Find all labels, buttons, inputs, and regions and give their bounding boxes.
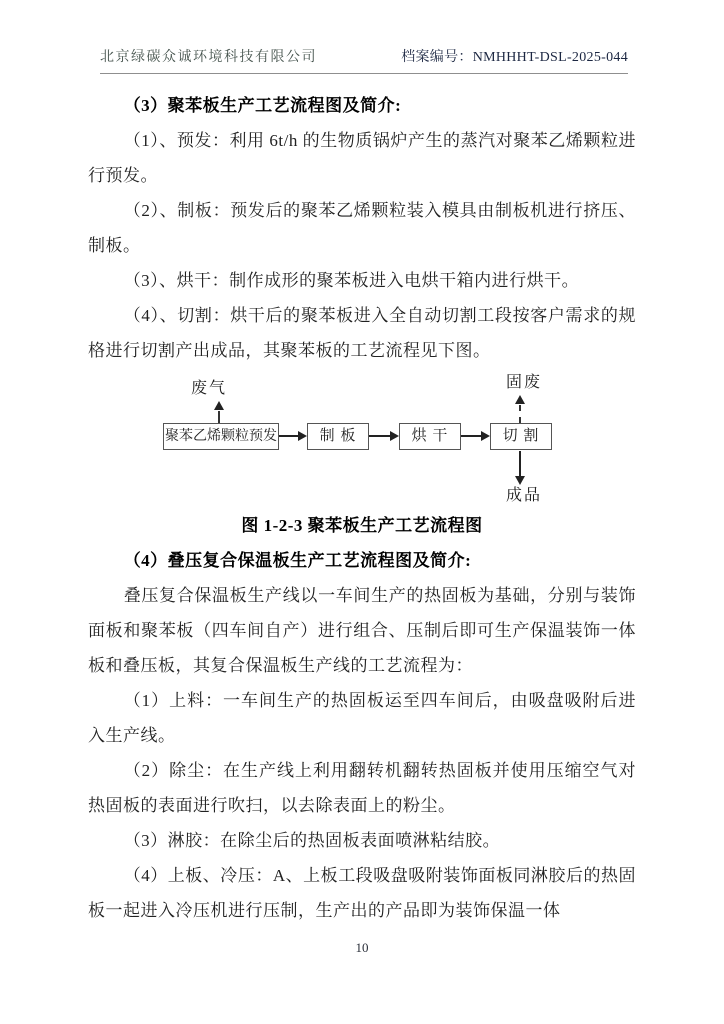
paragraph-prefoam: （1）、预发：利用 6t/h 的生物质锅炉产生的蒸汽对聚苯乙烯颗粒进行预发。 — [88, 131, 636, 185]
product-label: 成品 — [506, 487, 543, 504]
arrow-right-icon — [298, 431, 307, 441]
paragraph-dedusting: （2）除尘：在生产线上利用翻转机翻转热固板并使用压缩空气对热固板的表面进行吹扫，以去除表面上的粉尘。 — [88, 761, 636, 815]
paragraph-cutting: （4）、切割：烘干后的聚苯板进入全自动切割工段按客户需求的规格进行切割产出成品，其聚苯板的工艺流程见下图。 — [88, 306, 636, 360]
arrow-up-icon — [515, 395, 525, 404]
flow-arrow — [279, 430, 307, 442]
process-box-dry: 烘 干 — [399, 423, 461, 450]
arrow-down-icon — [515, 476, 525, 485]
process-box-board: 制 板 — [307, 423, 369, 450]
waste-gas-label: 废气 — [191, 380, 228, 397]
archive-number: 档案编号：NMHHHT-DSL-2025-044 — [401, 50, 628, 65]
paragraph-loading: （1）上料：一车间生产的热固板运至四车间后，由吸盘吸附后进入生产线。 — [88, 691, 636, 745]
flow-arrow — [461, 430, 490, 442]
solid-waste-label: 固废 — [506, 374, 543, 391]
page-header — [100, 46, 628, 66]
section-heading-4: （4）叠压复合保温板生产工艺流程图及简介: — [123, 551, 472, 570]
section-heading-3: （3）聚苯板生产工艺流程图及简介: — [123, 96, 402, 115]
arrow-up-icon — [214, 401, 224, 410]
company-name: 北京绿碳众诚环境科技有限公司 — [100, 50, 317, 65]
document-body — [88, 88, 636, 928]
paragraph-laminated-intro: 叠压复合保温板生产线以一车间生产的热固板为基础，分别与装饰面板和聚苯板（四车间自产）进行组合、压制后即可生产保温装饰一体板和叠压板，其复合保温板生产线的工艺流程为： — [88, 586, 636, 675]
paragraph-board-making: （2）、制板：预发后的聚苯乙烯颗粒装入模具由制板机进行挤压、制板。 — [88, 201, 636, 255]
solid-connector — [519, 451, 521, 476]
paragraph-pressing: （4）上板、冷压：A、上板工段吸盘吸附装饰面板同淋胶后的热固板一起进入冷压机进行压制，生产出的产品即为装饰保温一体 — [88, 866, 636, 920]
flow-arrow — [369, 430, 399, 442]
arrow-right-icon — [481, 431, 490, 441]
paragraph-drying: （3）、烘干：制作成形的聚苯板进入电烘干箱内进行烘干。 — [123, 271, 580, 290]
page-number: 10 — [355, 940, 369, 955]
process-box-cut: 切 割 — [490, 423, 552, 450]
paragraph-gluing: （3）淋胶：在除尘后的热固板表面喷淋粘结胶。 — [123, 831, 501, 850]
header-divider — [100, 73, 628, 74]
figure-caption: 图 1-2-3 聚苯板生产工艺流程图 — [241, 516, 483, 535]
dashed-connector — [519, 405, 521, 423]
arrow-right-icon — [390, 431, 399, 441]
process-flow-diagram — [88, 374, 636, 509]
dashed-connector — [218, 411, 220, 423]
process-box-prefoam: 聚苯乙烯颗粒预发 — [163, 423, 279, 450]
